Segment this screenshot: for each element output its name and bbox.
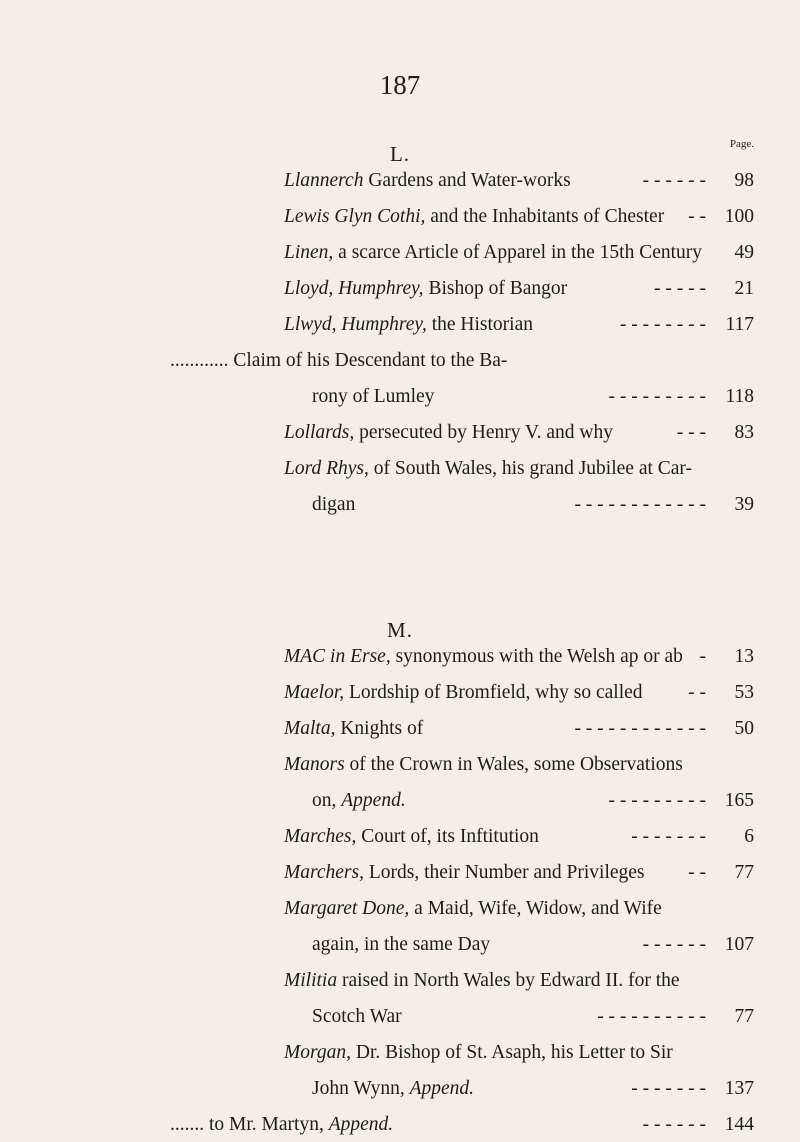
entry-continuation: again, in the same Day	[312, 934, 491, 955]
index-entry	[284, 748, 754, 782]
index-entry	[284, 200, 754, 234]
entry-continuation: rony of Lumley	[312, 386, 435, 407]
entry-continuation: John Wynn,	[312, 1078, 405, 1099]
leader-dots: ............	[170, 350, 229, 371]
page-ref: 53	[734, 682, 754, 703]
entry-text: Claim of his Descendant to the Ba-	[228, 350, 508, 371]
page-number: 187	[379, 70, 421, 100]
page-ref: 83	[734, 422, 754, 443]
dash-leader: - - - - - - - - - -	[597, 1006, 706, 1027]
page-ref: 100	[724, 206, 754, 227]
index-entry	[284, 640, 754, 674]
append-note: Append.	[409, 1078, 475, 1099]
dash-leader: - - - - - - - - - - - -	[574, 494, 706, 515]
entry-headword: Llwyd, Humphrey,	[284, 314, 427, 335]
dash-leader: - - - - - -	[642, 1114, 706, 1135]
entry-text: Lordship of Bromfield, why so called	[344, 682, 643, 703]
index-entry	[284, 964, 754, 998]
entry-headword: Marchers,	[284, 862, 364, 883]
index-entry	[284, 1036, 754, 1070]
dash-leader: - -	[688, 206, 706, 227]
entry-headword: Margaret Done,	[284, 898, 410, 919]
index-entry	[312, 928, 754, 962]
page-ref: 39	[734, 494, 754, 515]
index-entry	[284, 272, 754, 306]
page-ref: 21	[734, 278, 754, 299]
entry-text: of the Crown in Wales, some Observations	[344, 754, 683, 775]
entry-text: of South Wales, his grand Jubilee at Car-	[368, 458, 693, 479]
append-note: Append.	[328, 1114, 394, 1135]
entry-continuation: Scotch War	[312, 1006, 402, 1027]
dash-leader: - - - - - - - - -	[608, 386, 706, 407]
page-ref: 77	[734, 1006, 754, 1027]
index-entry	[284, 308, 754, 342]
entry-headword: Maelor,	[284, 682, 345, 703]
section-heading-l: L.	[389, 142, 411, 166]
index-entry	[284, 452, 754, 486]
entry-headword: Manors	[284, 754, 345, 775]
index-entry	[170, 1108, 754, 1142]
page-ref: 13	[734, 646, 754, 667]
index-entry	[284, 676, 754, 710]
entry-headword: Lloyd, Humphrey,	[284, 278, 424, 299]
index-entry	[284, 856, 754, 890]
entry-headword: Lewis Glyn Cothi,	[284, 206, 426, 227]
entry-headword: MAC in Erse,	[284, 646, 391, 667]
dash-leader: - - - - - - -	[631, 1078, 706, 1099]
entry-text: Dr. Bishop of St. Asaph, his Letter to Sir	[350, 1042, 673, 1063]
entry-headword: Lord Rhys,	[284, 458, 369, 479]
index-entry	[312, 1072, 754, 1106]
index-entry	[170, 344, 754, 378]
index-entry	[312, 488, 754, 522]
dash-leader: - - - - - - - - - - - -	[574, 718, 706, 739]
entry-text: Court of, its Inftitution	[356, 826, 539, 847]
dash-leader: - - - - - - -	[631, 826, 706, 847]
index-entry	[284, 164, 754, 198]
section-heading-m: M.	[387, 618, 413, 642]
index-entry	[312, 1000, 754, 1034]
entry-text: Bishop of Bangor	[423, 278, 568, 299]
index-entry	[284, 712, 754, 746]
page-ref: 107	[724, 934, 754, 955]
index-entry	[312, 784, 754, 818]
entry-text: the Historian	[426, 314, 533, 335]
entry-headword: Morgan,	[284, 1042, 351, 1063]
index-entry	[284, 416, 754, 450]
entry-continuation: on,	[312, 790, 337, 811]
entry-text: synonymous with the Welsh ap or ab	[390, 646, 683, 667]
index-entry	[312, 380, 754, 414]
entry-text: Gardens and Water-works	[363, 170, 571, 191]
entry-text: persecuted by Henry V. and why	[354, 422, 613, 443]
entry-text: and the Inhabitants of Chester	[425, 206, 665, 227]
page-ref: 6	[744, 826, 754, 847]
page-ref: 117	[725, 314, 754, 335]
dash-leader: - -	[688, 682, 706, 703]
dash-leader: - - - - -	[654, 278, 706, 299]
page-ref: 98	[734, 170, 754, 191]
dash-leader: - - - - - -	[642, 170, 706, 191]
page-ref: 118	[725, 386, 754, 407]
entry-text: Lords, their Number and Privileges	[363, 862, 645, 883]
entry-headword: Malta,	[284, 718, 336, 739]
page-column-label: Page.	[729, 138, 754, 150]
entry-headword: Militia	[284, 970, 338, 991]
index-entry	[284, 820, 754, 854]
dash-leader: - - -	[676, 422, 706, 443]
append-note: Append.	[341, 790, 406, 811]
dash-leader: - - - - - -	[642, 934, 706, 955]
entry-continuation: digan	[312, 494, 356, 515]
entry-headword: Lollards,	[284, 422, 355, 443]
entry-text: a Maid, Wife, Widow, and Wife	[409, 898, 662, 919]
entry-text: to Mr. Martyn,	[204, 1114, 324, 1135]
page-ref: 50	[734, 718, 754, 739]
dash-leader: -	[699, 646, 706, 667]
entry-text: raised in North Wales by Edward II. for the	[337, 970, 680, 991]
page-ref: 49	[734, 242, 754, 263]
entry-text: Knights of	[335, 718, 424, 739]
page-ref: 144	[724, 1114, 754, 1135]
page-ref: 77	[734, 862, 754, 883]
page-ref: 165	[724, 790, 754, 811]
index-entry	[284, 236, 754, 270]
dash-leader: - - - - - - - - -	[608, 790, 706, 811]
index-entry	[284, 892, 754, 926]
entry-headword: Linen,	[284, 242, 334, 263]
dash-leader: - -	[688, 862, 706, 883]
entry-text: a scarce Article of Apparel in the 15th Century	[333, 242, 703, 263]
leader-dots: .......	[170, 1114, 205, 1135]
entry-headword: Llannerch	[284, 170, 364, 191]
page-ref: 137	[724, 1078, 754, 1099]
dash-leader: - - - - - - - -	[619, 314, 706, 335]
entry-headword: Marches,	[284, 826, 357, 847]
